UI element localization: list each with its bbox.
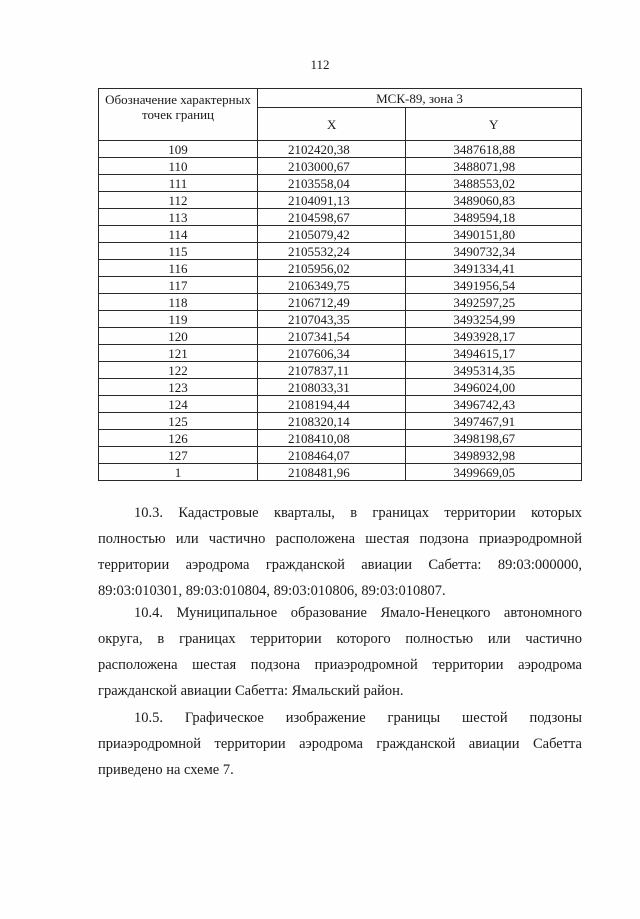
cell-x: 2104598,67: [258, 209, 406, 226]
cell-x: 2106712,49: [258, 294, 406, 311]
cell-x: 2105532,24: [258, 243, 406, 260]
paragraph-text: 10.5. Графическое изображение границы шестой подзоны приаэродромной территории аэродрома гражданской авиации Сабетта приведено на схеме 7.: [98, 710, 582, 778]
cell-x: 2107837,11: [258, 362, 406, 379]
table-row: [99, 260, 582, 277]
cell-x: 2108194,44: [258, 396, 406, 413]
table-row: [99, 192, 582, 209]
cell-point: 111: [99, 175, 258, 192]
cell-point: 109: [99, 141, 258, 158]
cell-point: 112: [99, 192, 258, 209]
cell-point: 124: [99, 396, 258, 413]
cell-y: 3499669,05: [406, 464, 582, 481]
cell-point: 114: [99, 226, 258, 243]
cell-y: 3488553,02: [406, 175, 582, 192]
cell-x: 2107606,34: [258, 345, 406, 362]
cell-x: 2108481,96: [258, 464, 406, 481]
table-row: [99, 277, 582, 294]
cell-x: 2108320,14: [258, 413, 406, 430]
table-row: [99, 430, 582, 447]
table-row: [99, 226, 582, 243]
cell-y: 3490151,80: [406, 226, 582, 243]
cell-y: 3489060,83: [406, 192, 582, 209]
cell-y: 3493928,17: [406, 328, 582, 345]
table-row: [99, 158, 582, 175]
table-row: [99, 141, 582, 158]
cell-y: 3494615,17: [406, 345, 582, 362]
paragraph-text: 10.3. Кадастровые кварталы, в границах территории которых полностью или частично расположена шестая подзона приаэродромной территории аэродрома гражданской авиации Сабетта: 89:03:000000, 89:03:010301, 89:03:010804, 89:03:010806, 89:03:010807.: [98, 505, 582, 599]
table-row: [99, 328, 582, 345]
cell-x: 2103000,67: [258, 158, 406, 175]
page-number: 112: [310, 57, 330, 72]
table-row: [99, 243, 582, 260]
cell-y: 3488071,98: [406, 158, 582, 175]
table-row: [99, 362, 582, 379]
table-row: [99, 175, 582, 192]
cell-y: 3498198,67: [406, 430, 582, 447]
table-body: [99, 141, 582, 481]
cell-x: 2103558,04: [258, 175, 406, 192]
cell-point: 127: [99, 447, 258, 464]
cell-x: 2105956,02: [258, 260, 406, 277]
cell-y: 3491334,41: [406, 260, 582, 277]
coordinates-table: [98, 88, 582, 481]
cell-point: 121: [99, 345, 258, 362]
cell-y: 3489594,18: [406, 209, 582, 226]
cell-y: 3492597,25: [406, 294, 582, 311]
table-row: [99, 447, 582, 464]
header-coordinate-system: МСК-89, зона 3: [258, 89, 582, 108]
paragraph-10-4: [98, 600, 582, 704]
table-row: [99, 294, 582, 311]
cell-y: 3490732,34: [406, 243, 582, 260]
header-point-designation: Обозначение характерных точек границ: [99, 89, 258, 141]
paragraph-10-5: [98, 705, 582, 783]
cell-y: 3497467,91: [406, 413, 582, 430]
cell-y: 3493254,99: [406, 311, 582, 328]
table-row: [99, 209, 582, 226]
table-row: [99, 311, 582, 328]
header-x: X: [258, 108, 406, 141]
cell-point: 119: [99, 311, 258, 328]
cell-x: 2107341,54: [258, 328, 406, 345]
cell-point: 110: [99, 158, 258, 175]
cell-x: 2108033,31: [258, 379, 406, 396]
cell-y: 3487618,88: [406, 141, 582, 158]
cell-x: 2104091,13: [258, 192, 406, 209]
table-row: [99, 345, 582, 362]
cell-y: 3498932,98: [406, 447, 582, 464]
paragraph-text: 10.4. Муниципальное образование Ямало-Ненецкого автономного округа, в границах территории которого полностью или частично расположена шестая подзона приаэродромной территории аэродрома гражданской авиации Сабетта: Ямальский район.: [98, 605, 582, 699]
cell-x: 2108410,08: [258, 430, 406, 447]
table-row: [99, 413, 582, 430]
cell-x: 2107043,35: [258, 311, 406, 328]
cell-point: 115: [99, 243, 258, 260]
cell-y: 3495314,35: [406, 362, 582, 379]
table-row: [99, 396, 582, 413]
cell-x: 2102420,38: [258, 141, 406, 158]
paragraph-10-3: [98, 500, 582, 604]
cell-x: 2106349,75: [258, 277, 406, 294]
cell-y: 3496742,43: [406, 396, 582, 413]
header-y: Y: [406, 108, 582, 141]
cell-point: 126: [99, 430, 258, 447]
table-row: [99, 464, 582, 481]
cell-point: 123: [99, 379, 258, 396]
cell-point: 122: [99, 362, 258, 379]
cell-point: 116: [99, 260, 258, 277]
cell-point: 1: [99, 464, 258, 481]
cell-point: 118: [99, 294, 258, 311]
table-row: [99, 379, 582, 396]
cell-point: 113: [99, 209, 258, 226]
cell-y: 3491956,54: [406, 277, 582, 294]
cell-x: 2108464,07: [258, 447, 406, 464]
cell-point: 120: [99, 328, 258, 345]
cell-y: 3496024,00: [406, 379, 582, 396]
cell-point: 125: [99, 413, 258, 430]
cell-x: 2105079,42: [258, 226, 406, 243]
cell-point: 117: [99, 277, 258, 294]
